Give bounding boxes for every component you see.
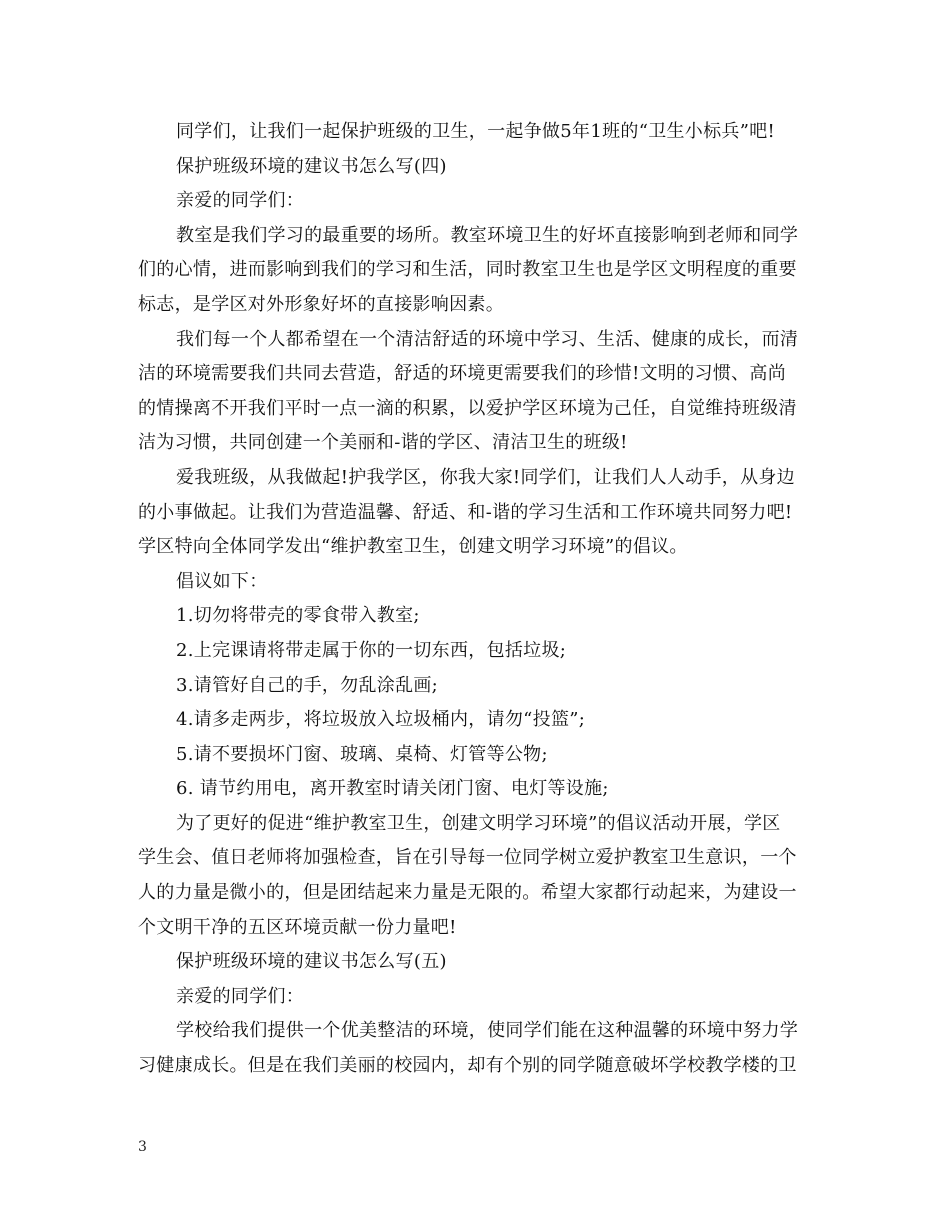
text-line: 的小事做起。让我们为营造温馨、舒适、和-谐的学习生活和工作环境共同努力吧! xyxy=(138,501,793,523)
text-line: 学区特向全体同学发出“维护教室卫生，创建文明学习环境”的倡议。 xyxy=(138,536,688,558)
text-line: 亲爱的同学们： xyxy=(176,985,305,1007)
text-line: 标志，是学区对外形象好坏的直接影响因素。 xyxy=(138,293,504,315)
document-body xyxy=(138,115,820,1084)
text-line: 保护班级环境的建议书怎么写(四) xyxy=(176,155,447,177)
text-line: 5.请不要损坏门窗、玻璃、桌椅、灯管等公物; xyxy=(176,743,548,765)
text-line: 保护班级环境的建议书怎么写(五) xyxy=(176,951,447,973)
text-line: 学校给我们提供一个优美整洁的环境，使同学们能在这种温馨的环境中努力学 xyxy=(176,1020,799,1042)
text-line: 为了更好的促进“维护教室卫生，创建文明学习环境”的倡议活动开展，学区 xyxy=(176,812,781,834)
text-line: 2.上完课请将带走属于你的一切东西，包括垃圾; xyxy=(176,639,567,661)
text-line: 4.请多走两步，将垃圾放入垃圾桶内，请勿“投篮”; xyxy=(176,709,586,731)
text-line: 3.请管好自己的手，勿乱涂乱画; xyxy=(176,674,439,696)
text-line: 6. 请节约用电，离开教室时请关闭门窗、电灯等设施; xyxy=(176,778,609,800)
text-line: 我们每一个人都希望在一个清洁舒适的环境中学习、生活、健康的成长，而清 xyxy=(176,328,799,350)
text-line: 倡议如下： xyxy=(176,570,268,592)
text-line: 学生会、值日老师将加强检查，旨在引导每一位同学树立爱护教室卫生意识，一个 xyxy=(138,847,797,869)
text-line: 爱我班级，从我做起!护我学区，你我大家!同学们，让我们人人动手，从身边 xyxy=(176,466,795,488)
text-line: 习健康成长。但是在我们美丽的校园内，却有个别的同学随意破坏学校教学楼的卫 xyxy=(138,1055,797,1077)
text-line: 洁的环境需要我们共同去营造，舒适的环境更需要我们的珍惜!文明的习惯、高尚 xyxy=(138,363,787,385)
text-line: 1.切勿将带壳的零食带入教室; xyxy=(176,605,420,627)
text-line: 教室是我们学习的最重要的场所。教室环境卫生的好坏直接影响到老师和同学 xyxy=(176,224,799,246)
text-line: 的情操离不开我们平时一点一滴的积累，以爱护学区环境为己任，自觉维持班级清 xyxy=(138,397,797,419)
page-number: 3 xyxy=(138,1139,147,1155)
text-line: 个文明干净的五区环境贡献一份力量吧! xyxy=(138,916,457,938)
text-line: 洁为习惯，共同创建一个美丽和-谐的学区、清洁卫生的班级! xyxy=(138,432,628,454)
text-line: 人的力量是微小的，但是团结起来力量是无限的。希望大家都行动起来，为建设一 xyxy=(138,882,797,904)
text-line: 亲爱的同学们： xyxy=(176,190,305,212)
text-line: 同学们，让我们一起保护班级的卫生，一起争做5年1班的“卫生小标兵”吧! xyxy=(176,121,776,142)
text-line: 们的心情，进而影响到我们的学习和生活，同时教室卫生也是学区文明程度的重要 xyxy=(138,259,797,281)
